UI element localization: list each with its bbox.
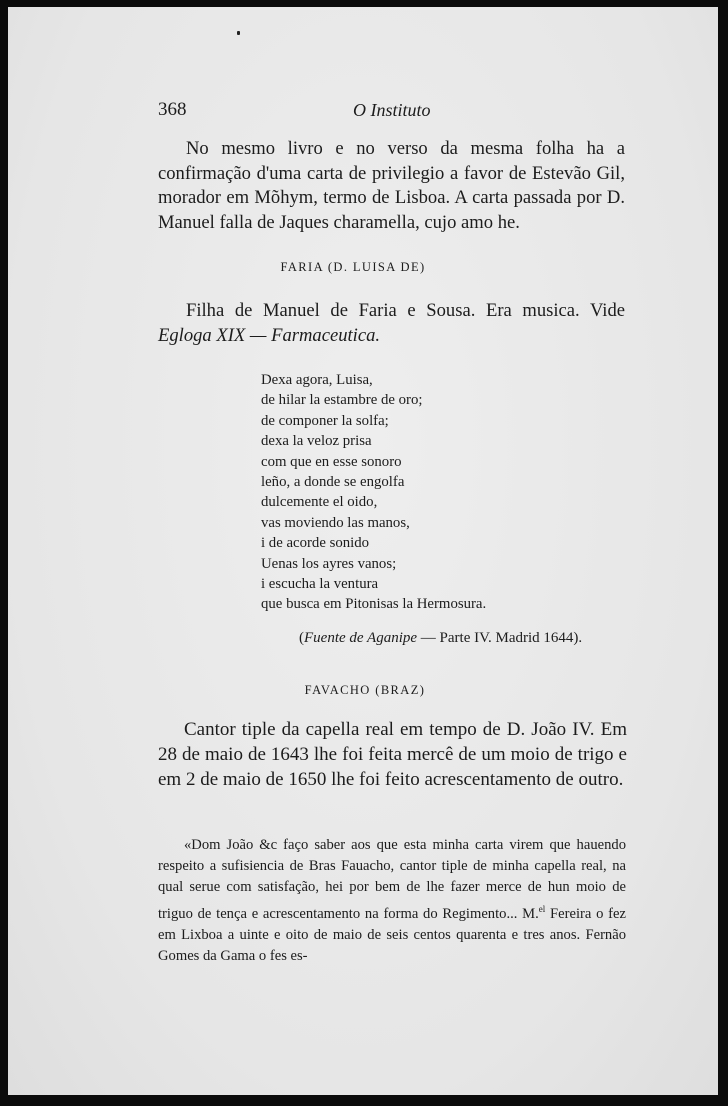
poem-line: leño, a donde se engolfa — [261, 474, 405, 491]
poem-line: dulcemente el oido, — [261, 494, 378, 511]
running-title: O Instituto — [353, 100, 431, 120]
poem-block — [261, 370, 486, 615]
quote-part-b: Fereira o fez em Lixboa a uinte e oito de maio de seis centos quarenta e tres anos. Fernão Gomes da Gama o fes es- — [158, 905, 626, 964]
ink-speck — [237, 31, 240, 35]
quote-part-a: «Dom João &c faço saber aos que esta minha carta virem que hauendo respeito a sufisiencia de Bras Fauacho, cantor tiple de minha capella real, na qual serue com satisfação, hei por bem de lhe fazer merce de hun moio de triguo de tença e acrescentamento na forma do Regimento... M. — [158, 837, 626, 922]
poem-line: de componer la solfa; — [261, 412, 389, 429]
faria-intro-plain: Filha de Manuel de Faria e Sousa. Era musica. Vide — [186, 300, 625, 321]
paragraph-faria-intro — [158, 299, 625, 348]
poem-citation — [299, 630, 582, 647]
poem-line: vas moviendo las manos, — [261, 514, 410, 531]
book-page — [8, 7, 718, 1095]
citation-source: Fuente de Aganipe — [304, 630, 418, 646]
section-heading-faria: FARIA (D. LUISA DE) — [280, 260, 426, 274]
poem-line: que busca em Pitonisas la Hermosura. — [261, 596, 487, 613]
poem-line: Uenas los ayres vanos; — [261, 555, 397, 572]
poem-line: dexa la veloz prisa — [261, 433, 372, 450]
quoted-document — [158, 835, 626, 967]
poem-line: de hilar la estambre de oro; — [261, 392, 423, 409]
poem-line: i de acorde sonido — [261, 535, 370, 552]
poem-line: Dexa agora, Luisa, — [261, 372, 373, 388]
quote-superscript: el — [538, 903, 546, 914]
poem-line: i escucha la ventura — [261, 576, 379, 593]
page-header — [8, 99, 718, 123]
paragraph-privilegio: No mesmo livro e no verso da mesma folha ha a confirmação d'uma carta de privilegio a favor de Estevão Gil, morador em Mõhym, termo de Lisboa. A carta passada por D. Manuel falla de Jaques charamella, cujo amo he. — [158, 138, 625, 233]
section-heading-favacho: FAVACHO (BRAZ) — [304, 683, 426, 697]
poem-line: com que en esse sonoro — [261, 453, 402, 470]
citation-open: ( — [299, 630, 304, 646]
paragraph-favacho: Cantor tiple da capella real em tempo de D. João IV. Em 28 de maio de 1643 lhe foi feita mercê de um moio de trigo e em 2 de maio de 1650 lhe foi feito acrescentamento de outro. — [158, 719, 627, 790]
citation-rest: — Parte IV. Madrid 1644). — [417, 630, 583, 646]
faria-intro-italic: Egloga XIX — Farmaceutica. — [158, 324, 381, 346]
page-number: 368 — [158, 99, 187, 120]
